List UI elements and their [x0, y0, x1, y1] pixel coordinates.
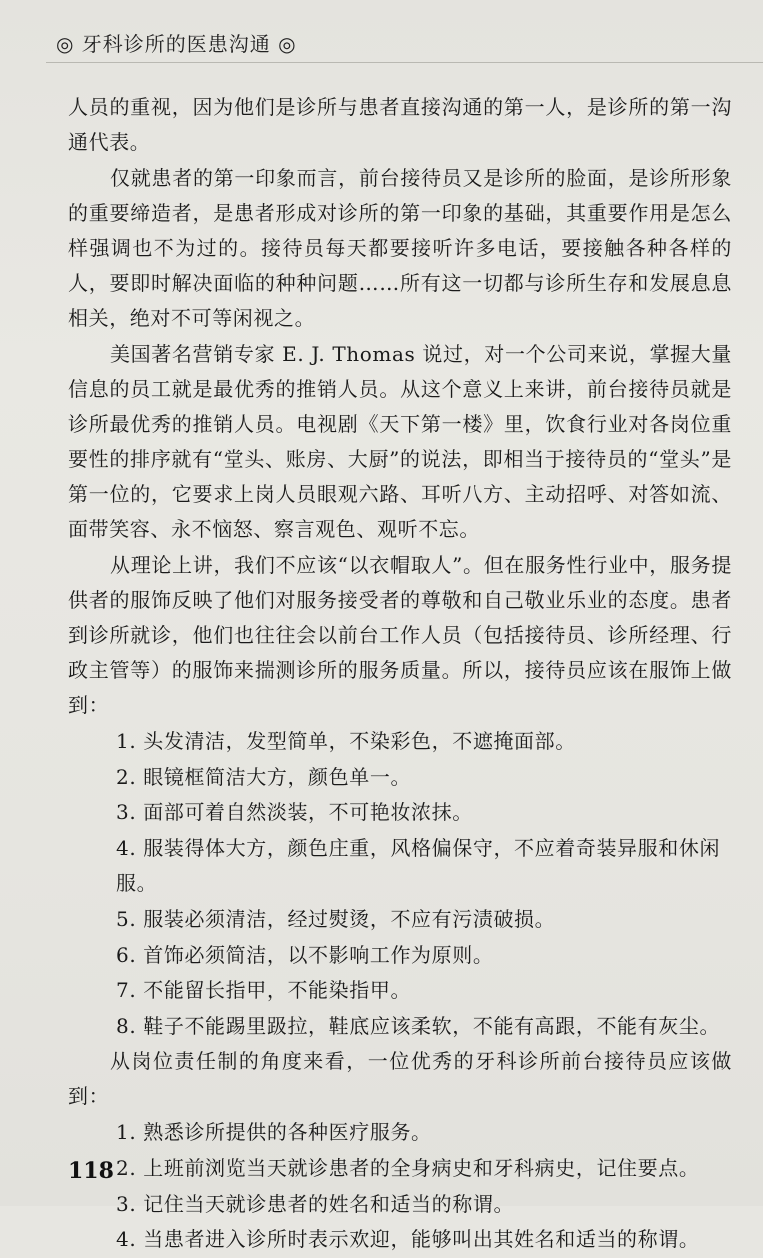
list-item: 2. 上班前浏览当天就诊患者的全身病史和牙科病史，记住要点。	[116, 1155, 700, 1180]
page-number: 118	[68, 1158, 114, 1184]
list-item: 6. 首饰必须简洁，以不影响工作为原则。	[116, 942, 494, 967]
list-item: 3. 面部可着自然淡装，不可艳妆浓抹。	[116, 800, 473, 825]
list-item: 1. 头发清洁，发型简单，不染彩色，不遮掩面部。	[116, 729, 576, 753]
paragraph-dress-intro: 从理论上讲，我们不应该“以衣帽取人”。但在服务性行业中，服务提供者的服饰反映了他们对服务接受者的尊敬和自己敬业乐业的态度。患者到诊所就诊，他们也往往会以前台工作人员（包括接待员、诊所经理、行政主管等）的服饰来揣测诊所的服务质量。所以，接待员应该在服饰上做到：	[68, 553, 732, 717]
paragraph-thomas: 美国著名营销专家 E. J. Thomas 说过，对一个公司来说，掌握大量信息的员工就是最优秀的推销人员。从这个意义上来讲，前台接待员就是诊所最优秀的推销人员。电视剧《天下第一楼》里，饮食行业对各岗位重要性的排序就有“堂头、账房、大厨”的说法，即相当于接待员的“堂头”是第一位的，它要求上岗人员眼观六路、耳听八方、主动招呼、对答如流、面带笑容、永不恼怒、察言观色、观听不忘。	[68, 342, 732, 541]
running-header: ◎ 牙科诊所的医患沟通 ◎	[56, 32, 297, 56]
body-text	[68, 90, 732, 1258]
list-item: 4. 服装得体大方，颜色庄重，风格偏保守，不应着奇装异服和休闲服。	[116, 835, 721, 896]
list-item: 5. 服装必须清洁，经过熨烫，不应有污渍破损。	[116, 906, 556, 931]
list-item: 3. 记住当天就诊患者的姓名和适当的称谓。	[116, 1191, 515, 1216]
duty-list	[68, 1115, 732, 1257]
list-item: 4. 当患者进入诊所时表示欢迎，能够叫出其姓名和适当的称谓。	[116, 1227, 700, 1252]
list-item: 2. 眼镜框简洁大方，颜色单一。	[116, 764, 412, 789]
list-item: 8. 鞋子不能踢里趿拉，鞋底应该柔软，不能有高跟，不能有灰尘。	[116, 1013, 721, 1038]
paragraph-continued: 人员的重视，因为他们是诊所与患者直接沟通的第一人，是诊所的第一沟通代表。	[68, 95, 732, 154]
header-rule	[46, 62, 763, 63]
dress-list	[68, 724, 732, 1044]
paragraph-duty-intro: 从岗位责任制的角度来看，一位优秀的牙科诊所前台接待员应该做到：	[68, 1049, 732, 1109]
paragraph-first-impression: 仅就患者的第一印象而言，前台接待员又是诊所的脸面，是诊所形象的重要缔造者，是患者形成对诊所的第一印象的基础，其重要作用是怎么样强调也不为过的。接待员每天都要接听许多电话，要接触各种各样的人，要即时解决面临的种种问题……所有这一切都与诊所生存和发展息息相关，绝对不可等闲视之。	[68, 166, 732, 330]
list-item: 1. 熟悉诊所提供的各种医疗服务。	[116, 1120, 432, 1145]
list-item: 7. 不能留长指甲，不能染指甲。	[116, 978, 412, 1003]
